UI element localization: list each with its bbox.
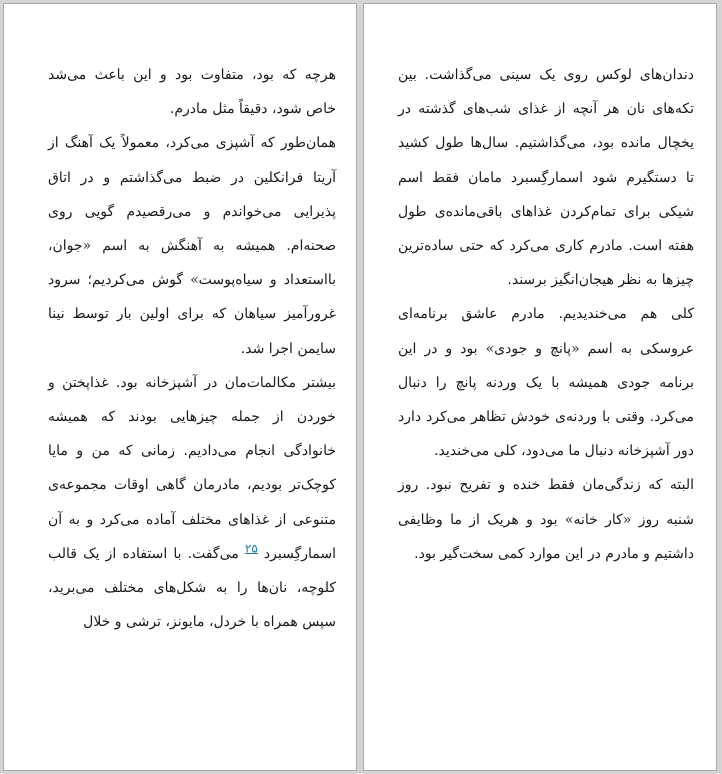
paragraph: همان‌طور که آشپزی می‌کرد، معمولاً یک آهنگ از آریتا فرانکلین در ضبط می‌گذاشتم و در اتاق پذیرایی می‌خواندم و می‌رقصیدم گویی روی صحنه‌ام. همیشه به آهنگش به اسم «جوان، بااستعداد و سیاه‌پوست» گوش می‌کردیم؛ سرود غرورآمیز سیاهان که برای اولین بار توسط نینا سایمن اجرا شد.: [48, 135, 336, 357]
paragraph: [48, 366, 336, 640]
paragraph-text: بیشتر مکالمات‌مان در آشپزخانه بود. غذاپختن و خوردن از جمله چیزهایی بودند که همیشه خانوادگی انجام می‌دادیم. زمانی که من و مایا کوچک‌تر بودیم، مادرمان گاهی اوقات مجموعه‌ی متنوعی از غذاهای مختلف آماده می‌کرد و به آن اسمارگِسبرد: [48, 374, 336, 562]
right-page-text: [398, 58, 694, 571]
left-page: [3, 3, 357, 771]
footnote-reference-link[interactable]: ۲۵: [244, 541, 258, 556]
paragraph: هرچه که بود، متفاوت بود و این باعث می‌شد خاص شود، دقیقاً مثل مادرم.: [48, 67, 336, 118]
paragraph: دندان‌های لوکس روی یک سینی می‌گذاشت. بین تکه‌های نان هر آنچه از غذای شب‌های گذشته در یخچال مانده بود، می‌گذاشتیم. سال‌ها طول کشید تا دستگیرم شود اسمارگِسبرد مامان فقط اسم شیکی برای تمام‌کردن غذاهای باقی‌مانده‌ی طول هفته است. مادرم کاری می‌کرد که حتی ساده‌ترین چیزها به نظر هیجان‌انگیز برسند.: [398, 67, 694, 289]
paragraph: البته که زندگی‌مان فقط خنده و تفریح نبود. روز شنبه روز «کار خانه» بود و هریک از ما وظایفی داشتیم و مادرم در این موارد کمی سخت‌گیر بود.: [398, 477, 694, 562]
right-page: [363, 3, 717, 771]
left-page-text: [48, 58, 336, 639]
paragraph-text: می‌گفت. با استفاده از یک قالب کلوچه، نان‌ها را به شکل‌های مختلف می‌برید، سپس همراه با خردل، مایونز، ترشی و خلال: [48, 545, 336, 631]
paragraph: کلی هم می‌خندیدیم. مادرم عاشق برنامه‌ای عروسکی به اسم «پانچ و جودی» بود و در این برنامه جودی همیشه با یک وردنه پانچ را دنبال می‌کرد. وقتی با وردنه‌ی خودش تظاهر می‌کرد دارد دور آشپزخانه دنبال ما می‌دود، کلی می‌خندید.: [398, 306, 694, 460]
